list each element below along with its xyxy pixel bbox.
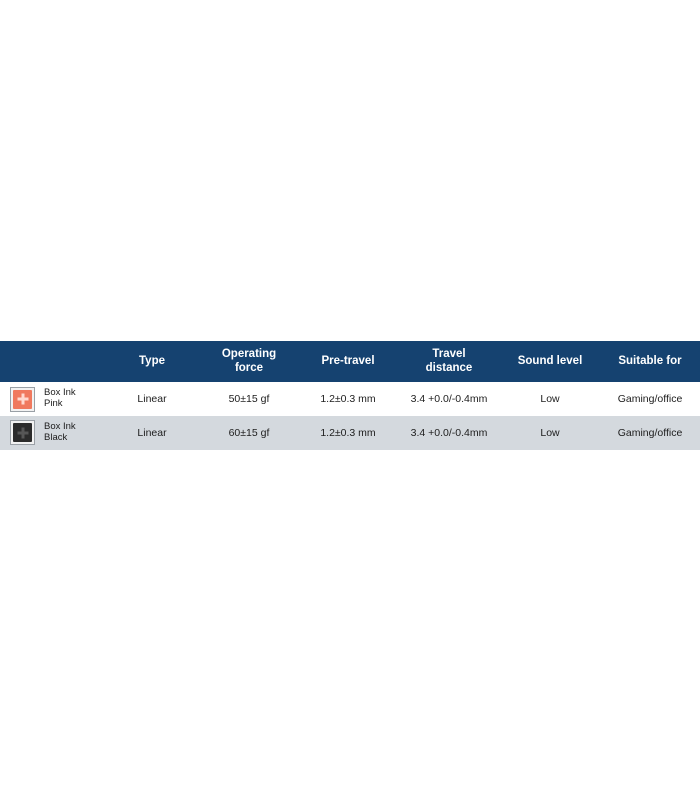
table-row — [0, 416, 700, 450]
switch-name-line1: Box Ink — [44, 387, 76, 399]
switch-type-cell: Linear — [104, 382, 200, 416]
switch-name-line2: Black — [44, 431, 68, 443]
table-body — [0, 382, 700, 450]
switch-image-cell — [0, 416, 42, 450]
switch-operating-force-cell: 50±15 gf — [200, 382, 298, 416]
column-header-travel-distance — [398, 341, 500, 382]
switch-pre-travel-cell: 1.2±0.3 mm — [298, 416, 398, 450]
travel-distance-label-line2: distance — [425, 361, 473, 374]
switch-name-line2: Pink — [44, 398, 63, 410]
column-header-operating-force — [200, 341, 298, 382]
switch-name-cell — [42, 416, 104, 450]
switch-spec-table-wrapper — [0, 341, 700, 450]
table-row — [0, 382, 700, 416]
switch-sound-level-cell: Low — [500, 382, 600, 416]
switch-travel-distance-cell: 3.4 +0.0/-0.4mm — [398, 416, 500, 450]
switch-suitable-for-cell: Gaming/office — [600, 416, 700, 450]
switch-black-icon — [10, 420, 35, 445]
column-header-pre-travel: Pre-travel — [298, 341, 398, 382]
table-header-row — [0, 341, 700, 382]
switch-suitable-for-cell: Gaming/office — [600, 382, 700, 416]
column-header-type: Type — [104, 341, 200, 382]
travel-distance-label-line1: Travel — [432, 348, 466, 360]
column-header-suitable-for: Suitable for — [600, 341, 700, 382]
switch-name-cell — [42, 382, 104, 416]
operating-force-label-line1: Operating — [221, 348, 277, 360]
operating-force-label-line2: force — [234, 361, 264, 374]
switch-operating-force-cell: 60±15 gf — [200, 416, 298, 450]
switch-spec-table — [0, 341, 700, 450]
column-header-image — [0, 341, 42, 382]
switch-type-cell: Linear — [104, 416, 200, 450]
column-header-name — [42, 341, 104, 382]
switch-pre-travel-cell: 1.2±0.3 mm — [298, 382, 398, 416]
switch-pink-icon — [10, 387, 35, 412]
column-header-sound-level: Sound level — [500, 341, 600, 382]
switch-image-cell — [0, 382, 42, 416]
switch-name-line1: Box Ink — [44, 420, 76, 432]
table-header — [0, 341, 700, 382]
switch-sound-level-cell: Low — [500, 416, 600, 450]
switch-travel-distance-cell: 3.4 +0.0/-0.4mm — [398, 382, 500, 416]
